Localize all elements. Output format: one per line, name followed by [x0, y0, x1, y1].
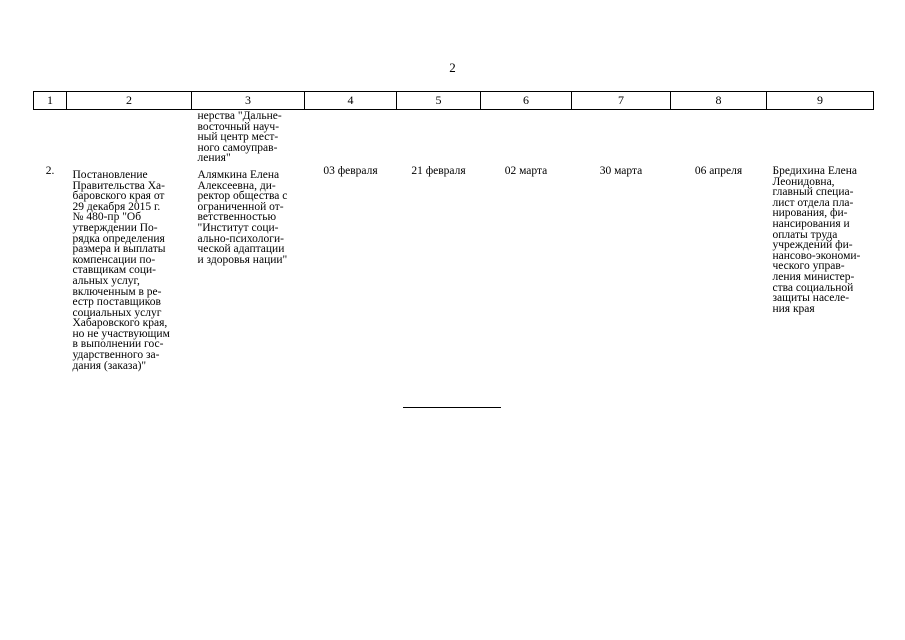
- page-number: 2: [449, 60, 456, 75]
- text-line: ческого управ-: [772, 260, 845, 273]
- text-line: учреждений фи-: [772, 239, 853, 252]
- text-line: Хабаровского края,: [72, 317, 168, 330]
- continuation-developer-cell: [192, 110, 305, 164]
- text-line: ветственностью: [197, 211, 277, 224]
- text-line: нерства "Дальне-: [197, 110, 282, 122]
- date-cell-col4: 03 февраля: [323, 164, 378, 177]
- text-line: утверждении По-: [72, 221, 158, 234]
- developer-cell: [192, 164, 305, 371]
- text-line: в выполнении гос-: [72, 338, 164, 351]
- text-line: ударственного за-: [72, 349, 160, 362]
- text-line: главный специа-: [772, 186, 854, 199]
- text-line: компенсации по-: [72, 253, 156, 266]
- text-line: ства социальной: [772, 281, 854, 294]
- column-header: 3: [192, 92, 305, 110]
- table-row: [34, 164, 874, 371]
- text-line: ления министер-: [772, 270, 855, 283]
- document-cell: [67, 164, 192, 371]
- text-line: № 480-пр "Об: [72, 211, 142, 224]
- text-line: 29 декабря 2015 г.: [72, 200, 161, 213]
- table-header-row: [34, 92, 874, 110]
- date-cell-col6: 02 марта: [504, 164, 548, 177]
- text-line: но не участвующим: [72, 327, 170, 340]
- text-line: социальных услуг: [72, 306, 162, 319]
- text-line: оплаты труда: [772, 228, 838, 241]
- end-of-document-rule: [403, 407, 501, 408]
- text-line: "Институт соци-: [197, 221, 279, 234]
- date-cell-col7: 30 марта: [599, 164, 643, 177]
- text-line: и здоровья нации": [197, 253, 288, 266]
- column-header: 1: [34, 92, 67, 110]
- text-line: рядка определения: [72, 232, 165, 245]
- column-header: 2: [67, 92, 192, 110]
- text-line: ректор общества с: [197, 190, 288, 203]
- text-line: ный центр мест-: [197, 131, 279, 144]
- row-number: 2.: [45, 164, 55, 177]
- text-line: ставщикам соци-: [72, 264, 156, 277]
- text-line: ческой адаптации: [197, 243, 285, 256]
- date-cell-col5: 21 февраля: [411, 164, 466, 177]
- text-line: ограниченной от-: [197, 200, 284, 213]
- text-line: Постановление: [72, 168, 148, 181]
- column-header: 4: [305, 92, 397, 110]
- text-line: размера и выплаты: [72, 243, 166, 256]
- text-line: Бредихина Елена: [772, 164, 857, 177]
- text-line: нирования, фи-: [772, 207, 848, 220]
- text-line: Алексеевна, ди-: [197, 179, 276, 192]
- column-header: 7: [572, 92, 671, 110]
- text-line: ления": [197, 152, 231, 165]
- column-header: 9: [767, 92, 874, 110]
- date-cell-col8: 06 апреля: [694, 164, 743, 177]
- text-line: нансово-экономи-: [772, 249, 861, 262]
- document-table: [33, 91, 874, 371]
- text-line: Алямкина Елена: [197, 168, 280, 181]
- text-line: Правительства Ха-: [72, 179, 165, 192]
- text-line: альных услуг,: [72, 274, 140, 287]
- text-line: Леонидовна,: [772, 175, 835, 188]
- column-header: 5: [397, 92, 481, 110]
- text-line: лист отдела пла-: [772, 196, 854, 209]
- text-line: дания (заказа)": [72, 359, 147, 372]
- table-row-continuation: [34, 110, 874, 164]
- text-line: ния края: [772, 302, 815, 315]
- text-line: нансирования и: [772, 217, 850, 230]
- text-line: ного самоуправ-: [197, 141, 278, 154]
- text-line: восточный науч-: [197, 120, 280, 133]
- text-line: ально-психологи-: [197, 232, 284, 245]
- column-header: 6: [481, 92, 572, 110]
- column-header: 8: [671, 92, 767, 110]
- text-line: включенным в ре-: [72, 285, 162, 298]
- contact-cell: [767, 164, 874, 371]
- text-line: баровского края от: [72, 190, 165, 203]
- text-line: естр поставщиков: [72, 296, 161, 309]
- text-line: защиты населе-: [772, 292, 850, 305]
